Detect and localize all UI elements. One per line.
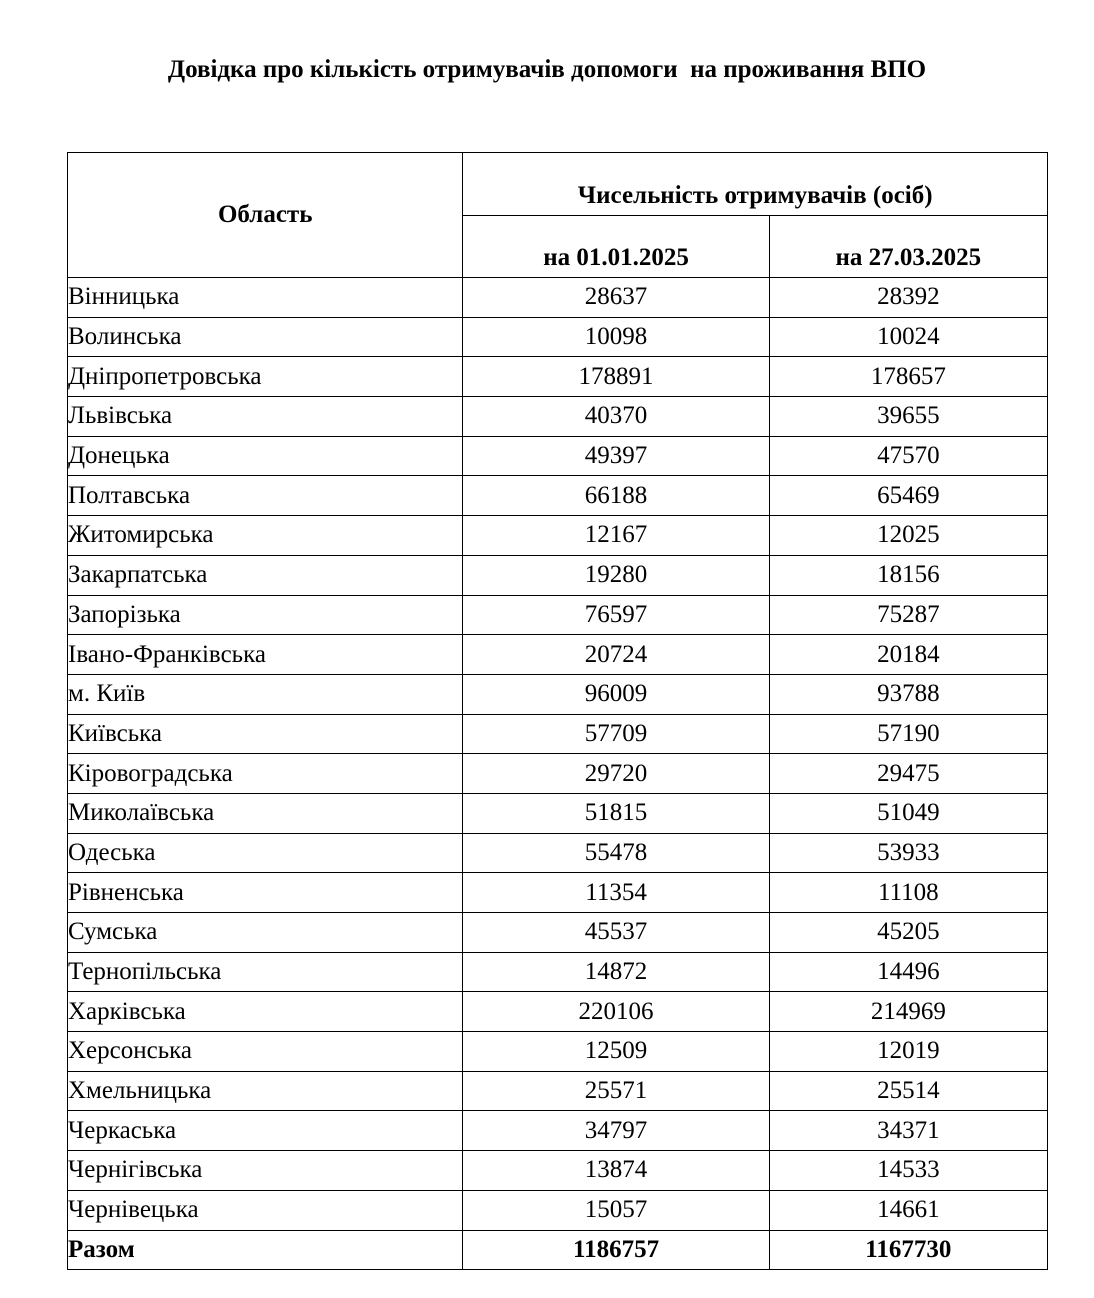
value-date-1-cell: 57709 [463,714,769,754]
value-date-2-cell: 11108 [769,873,1047,913]
value-date-1-cell: 34797 [463,1111,769,1151]
value-date-2-cell: 20184 [769,635,1047,675]
value-date-2-cell: 14496 [769,952,1047,992]
value-date-1-cell: 55478 [463,833,769,873]
header-date-2: на 27.03.2025 [769,216,1047,278]
table-row [68,278,1048,318]
region-cell: Львівська [68,397,463,437]
region-cell: Київська [68,714,463,754]
region-cell: Івано-Франківська [68,635,463,675]
document-title: Довідка про кількість отримувачів допомоги на проживання ВПО [167,56,927,83]
table-row [68,436,1048,476]
value-date-2-cell: 25514 [769,1071,1047,1111]
value-date-2-cell: 34371 [769,1111,1047,1151]
region-cell: Житомирська [68,516,463,556]
total-label: Разом [68,1230,463,1270]
table-row [68,1190,1048,1230]
region-cell: Рівненська [68,873,463,913]
region-cell: Полтавська [68,476,463,516]
table-row [68,1111,1048,1151]
value-date-1-cell: 19280 [463,555,769,595]
value-date-1-cell: 12509 [463,1032,769,1072]
table-row [68,1032,1048,1072]
value-date-2-cell: 10024 [769,317,1047,357]
value-date-2-cell: 14661 [769,1190,1047,1230]
region-cell: Дніпропетровська [68,357,463,397]
table-row [68,833,1048,873]
value-date-2-cell: 29475 [769,754,1047,794]
region-cell: Тернопільська [68,952,463,992]
table-row [68,952,1048,992]
value-date-2-cell: 14533 [769,1151,1047,1191]
header-region: Область [68,153,463,278]
total-row [68,1230,1048,1270]
table-row [68,516,1048,556]
value-date-1-cell: 13874 [463,1151,769,1191]
table-row [68,555,1048,595]
table-body [68,278,1048,1270]
value-date-1-cell: 10098 [463,317,769,357]
value-date-1-cell: 76597 [463,595,769,635]
table-row [68,992,1048,1032]
value-date-1-cell: 96009 [463,674,769,714]
value-date-1-cell: 45537 [463,913,769,953]
recipients-table [67,152,1048,1270]
header-date-1: на 01.01.2025 [463,216,769,278]
table-row [68,674,1048,714]
value-date-1-cell: 178891 [463,357,769,397]
region-cell: Миколаївська [68,793,463,833]
value-date-1-cell: 66188 [463,476,769,516]
value-date-1-cell: 14872 [463,952,769,992]
value-date-1-cell: 25571 [463,1071,769,1111]
value-date-1-cell: 15057 [463,1190,769,1230]
value-date-2-cell: 93788 [769,674,1047,714]
value-date-1-cell: 40370 [463,397,769,437]
region-cell: Чернігівська [68,1151,463,1191]
region-cell: Донецька [68,436,463,476]
value-date-1-cell: 29720 [463,754,769,794]
region-cell: Вінницька [68,278,463,318]
value-date-2-cell: 12019 [769,1032,1047,1072]
table-row [68,317,1048,357]
region-cell: Запорізька [68,595,463,635]
region-cell: Кіровоградська [68,754,463,794]
region-cell: Одеська [68,833,463,873]
value-date-2-cell: 39655 [769,397,1047,437]
value-date-1-cell: 220106 [463,992,769,1032]
region-cell: Хмельницька [68,1071,463,1111]
header-recipients-count: Чисельність отримувачів (осіб) [463,153,1048,216]
value-date-2-cell: 178657 [769,357,1047,397]
table-row [68,1151,1048,1191]
table-row [68,397,1048,437]
value-date-2-cell: 28392 [769,278,1047,318]
table-row [68,913,1048,953]
table-row [68,873,1048,913]
value-date-1-cell: 49397 [463,436,769,476]
region-cell: Харківська [68,992,463,1032]
value-date-1-cell: 20724 [463,635,769,675]
value-date-2-cell: 47570 [769,436,1047,476]
table-row [68,357,1048,397]
total-value-date-2: 1167730 [769,1230,1047,1270]
total-value-date-1: 1186757 [463,1230,769,1270]
region-cell: Волинська [68,317,463,357]
value-date-2-cell: 75287 [769,595,1047,635]
value-date-1-cell: 51815 [463,793,769,833]
table-row [68,754,1048,794]
value-date-1-cell: 28637 [463,278,769,318]
table-row [68,793,1048,833]
value-date-2-cell: 45205 [769,913,1047,953]
value-date-2-cell: 65469 [769,476,1047,516]
value-date-2-cell: 51049 [769,793,1047,833]
value-date-2-cell: 12025 [769,516,1047,556]
value-date-2-cell: 57190 [769,714,1047,754]
table-row [68,595,1048,635]
table-row [68,476,1048,516]
region-cell: Чернівецька [68,1190,463,1230]
region-cell: м. Київ [68,674,463,714]
table-row [68,1071,1048,1111]
value-date-1-cell: 11354 [463,873,769,913]
table-row [68,635,1048,675]
region-cell: Закарпатська [68,555,463,595]
value-date-2-cell: 53933 [769,833,1047,873]
value-date-2-cell: 214969 [769,992,1047,1032]
value-date-1-cell: 12167 [463,516,769,556]
region-cell: Сумська [68,913,463,953]
region-cell: Черкаська [68,1111,463,1151]
value-date-2-cell: 18156 [769,555,1047,595]
table-row [68,714,1048,754]
region-cell: Херсонська [68,1032,463,1072]
